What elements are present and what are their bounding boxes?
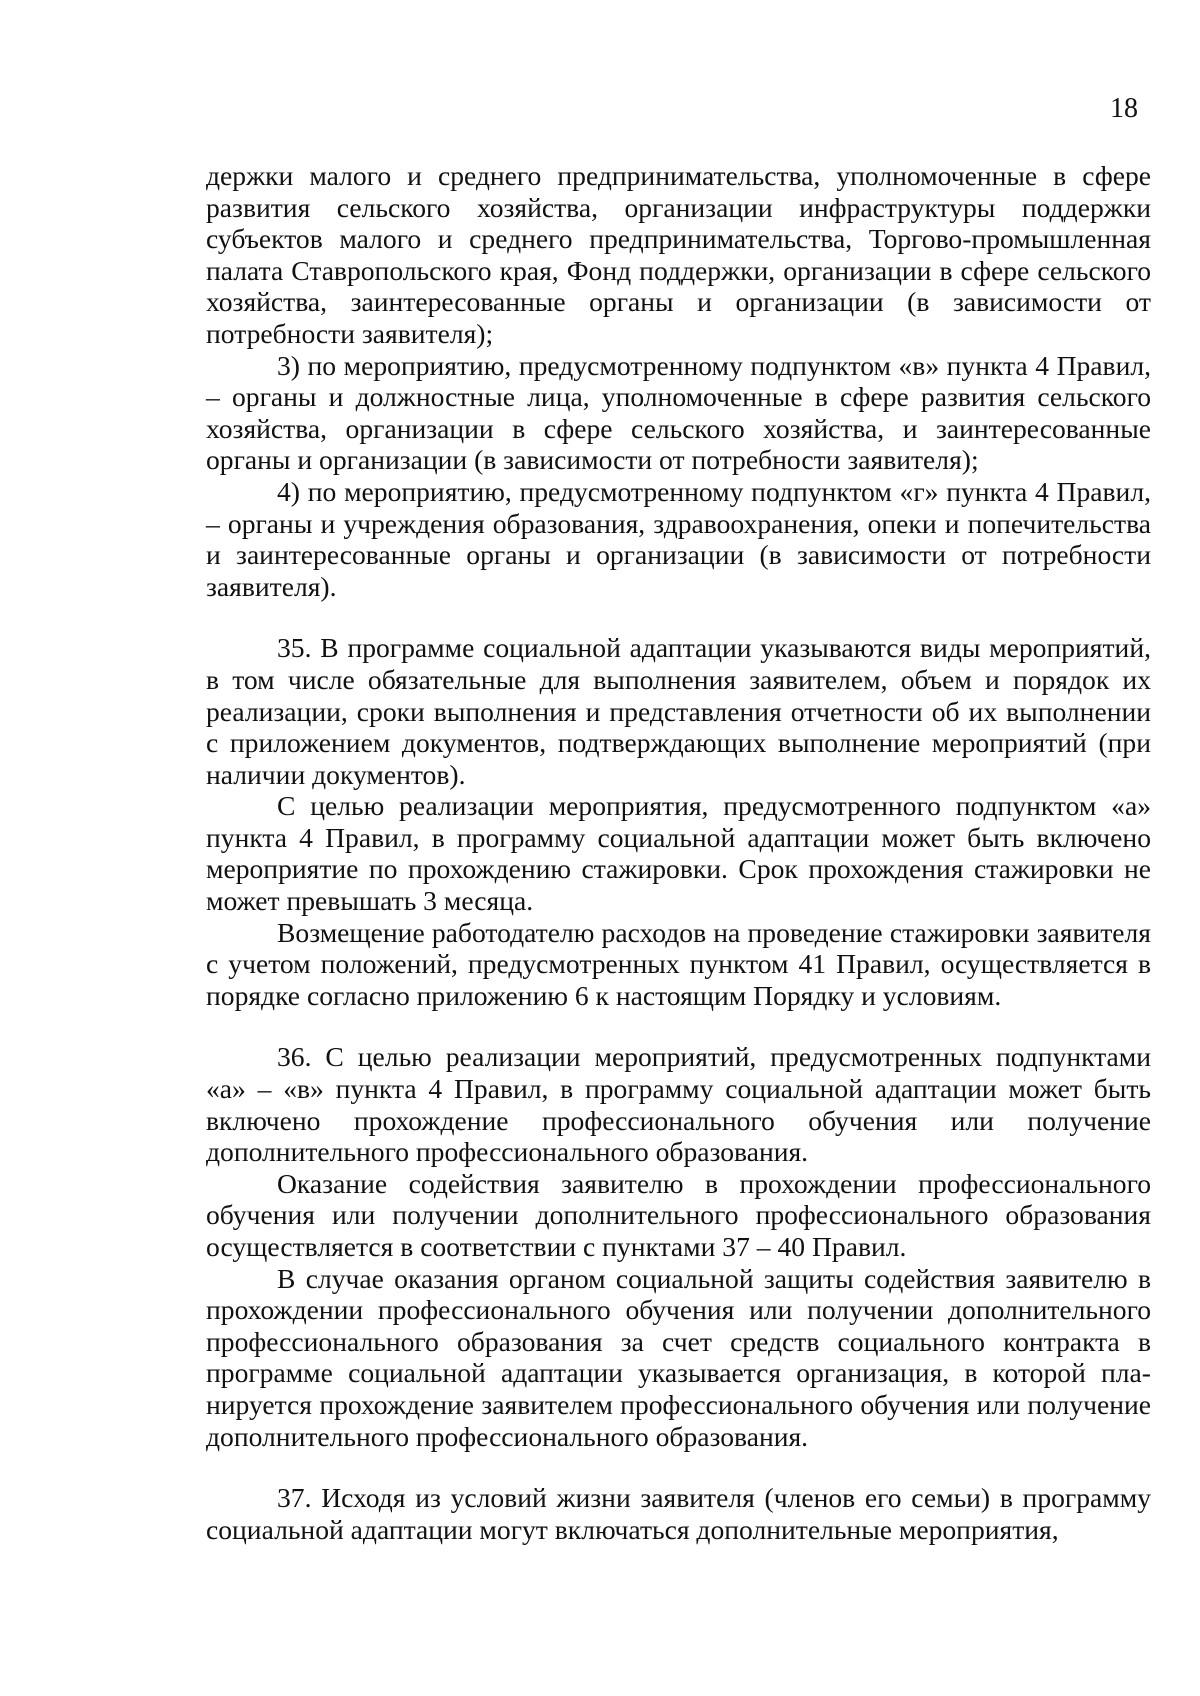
paragraph-clause-35-reimbursement: Возмещение работодателю расходов на проведение стажировки заявителя с учетом положений, предусмотренных пунктом 41 Правил, осуществляется в порядке согласно приложению 6 к настоящим Порядку и условиям. [206,916,1151,1011]
paragraph-item-4: 4) по мероприятию, предусмотренному подпунктом «г» пункта 4 Правил, – органы и учреждения образования, здравоохранения, опеки и попечительства и заинтересованные органы и организации (в зависимости от потребности заявителя). [206,475,1151,602]
paragraph-clause-36-assistance: Оказание содействия заявителю в прохождении профессионального обучения или получении дополнительного профессионального образования осуществляется в соответствии с пунктами 37 – 40 Правил. [206,1167,1151,1262]
document-body [206,160,1151,1545]
paragraph-clause-35-internship: С целью реализации мероприятия, предусмотренного подпунктом «а» пункта 4 Правил, в программу социальной адаптации может быть включено мероприятие по прохождению стажировки. Срок прохождения стажировки не может превышать 3 месяца. [206,790,1151,917]
paragraph-clause-36-organization: В случае оказания органом социальной защиты содействия заявителю в прохождении профессионального обучения или получении дополнительного профессионального образования за счет средств социального контракта в программе социальной адаптации указывается организация, в которой планируется прохождение заявителем профессионального обучения или получение дополнительного профессионального образования. [206,1262,1151,1452]
page-number: 18 [1110,93,1138,124]
paragraph-clause-36: 36. С целью реализации мероприятий, предусмотренных подпунктами «а» – «в» пункта 4 Правил, в программу социальной адаптации может быть включено прохождение профессионального обучения или получение дополнительного профессионального образования. [206,1041,1151,1168]
paragraph-continuation: держки малого и среднего предпринимательства, уполномоченные в сфере развития сельского хозяйства, организации инфраструктуры поддержки субъектов малого и среднего предпринимательства, Торгово-промышленная палата Ставропольского края, Фонд поддержки, организации в сфере сельского хозяйства, заинтересованные органы и организации (в зависимости от потребности заявителя); [206,160,1151,349]
paragraph-clause-35: 35. В программе социальной адаптации указываются виды мероприятий, в том числе обязательные для выполнения заявителем, объем и порядок их реализации, сроки выполнения и представления отчетности об их выполнении с приложением документов, подтверждающих выполнение мероприятий (при наличии документов). [206,632,1151,790]
paragraph-clause-37: 37. Исходя из условий жизни заявителя (членов его семьи) в программу социальной адаптации могут включаться дополнительные мероприятия, [206,1482,1151,1545]
paragraph-item-3: 3) по мероприятию, предусмотренному подпунктом «в» пункта 4 Правил, – органы и должностные лица, уполномоченные в сфере развития сельского хозяйства, организации в сфере сельского хозяйства, и заинтересованные органы и организации (в зависимости от потребности заявителя); [206,349,1151,476]
